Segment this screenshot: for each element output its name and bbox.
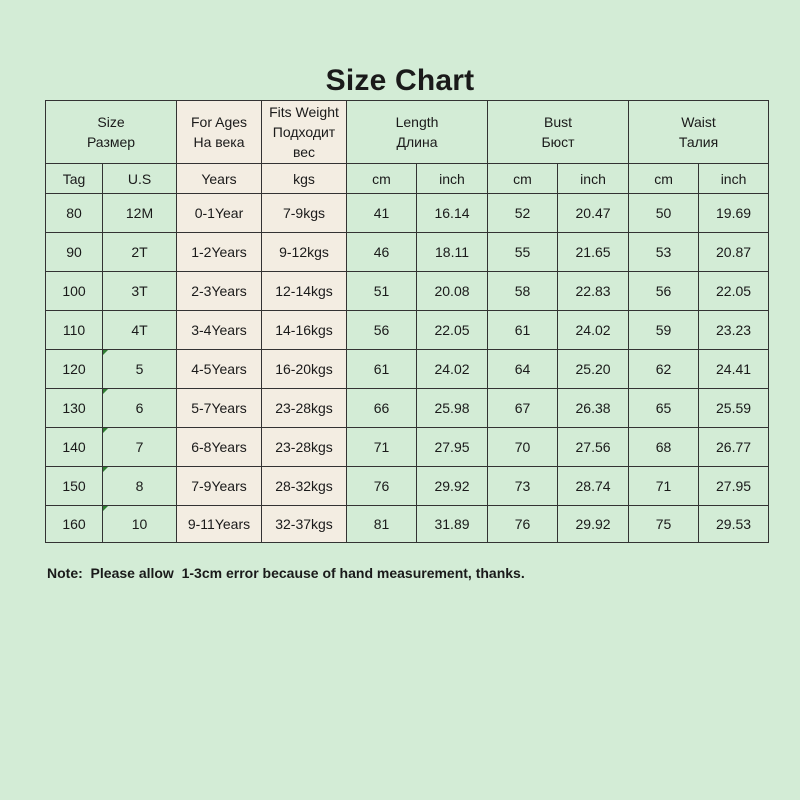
- cell-bust-cm: 70: [488, 428, 558, 467]
- cell-length-cm: 76: [347, 467, 417, 506]
- cell-us: 12M: [103, 194, 177, 233]
- table-row: [46, 350, 769, 389]
- cell-waist-inch: 20.87: [699, 233, 769, 272]
- header-length: [347, 101, 488, 164]
- header-size-en: Size: [97, 114, 125, 130]
- header-size-ru: Размер: [86, 134, 136, 150]
- header-bust-en: Bust: [544, 114, 573, 130]
- cell-bust-cm: 64: [488, 350, 558, 389]
- cell-years: 5-7Years: [177, 389, 262, 428]
- cell-bust-cm: 76: [488, 506, 558, 543]
- cell-us: 4T: [103, 311, 177, 350]
- size-chart-table: [45, 100, 769, 543]
- cell-bust-inch: 25.20: [558, 350, 629, 389]
- table-row: [46, 311, 769, 350]
- cell-kgs: 7-9kgs: [262, 194, 347, 233]
- cell-marker-icon: [103, 428, 108, 433]
- cell-years: 7-9Years: [177, 467, 262, 506]
- subheader-length-inch: inch: [417, 164, 488, 194]
- table-row: [46, 467, 769, 506]
- cell-bust-inch: 22.83: [558, 272, 629, 311]
- cell-waist-cm: 68: [629, 428, 699, 467]
- cell-length-inch: 24.02: [417, 350, 488, 389]
- cell-years: 6-8Years: [177, 428, 262, 467]
- cell-kgs: 16-20kgs: [262, 350, 347, 389]
- cell-waist-inch: 23.23: [699, 311, 769, 350]
- cell-waist-inch: 19.69: [699, 194, 769, 233]
- cell-waist-inch: 29.53: [699, 506, 769, 543]
- subheader-years: Years: [177, 164, 262, 194]
- cell-length-inch: 18.11: [417, 233, 488, 272]
- cell-length-cm: 56: [347, 311, 417, 350]
- cell-tag: 110: [46, 311, 103, 350]
- cell-length-cm: 66: [347, 389, 417, 428]
- cell-length-inch: 25.98: [417, 389, 488, 428]
- cell-length-cm: 46: [347, 233, 417, 272]
- cell-bust-inch: 29.92: [558, 506, 629, 543]
- cell-waist-cm: 71: [629, 467, 699, 506]
- cell-tag: 130: [46, 389, 103, 428]
- cell-kgs: 12-14kgs: [262, 272, 347, 311]
- cell-bust-cm: 58: [488, 272, 558, 311]
- cell-marker-icon: [103, 350, 108, 355]
- header-row: [46, 101, 769, 164]
- cell-kgs: 28-32kgs: [262, 467, 347, 506]
- cell-tag: 120: [46, 350, 103, 389]
- cell-length-cm: 71: [347, 428, 417, 467]
- table-row: [46, 233, 769, 272]
- header-size: [46, 101, 177, 164]
- subheader-kgs: kgs: [262, 164, 347, 194]
- header-weight: [262, 101, 347, 164]
- chart-title: Size Chart: [325, 64, 475, 97]
- cell-tag: 100: [46, 272, 103, 311]
- cell-us: 2T: [103, 233, 177, 272]
- cell-bust-inch: 28.74: [558, 467, 629, 506]
- cell-bust-cm: 61: [488, 311, 558, 350]
- cell-us: 7: [103, 428, 177, 467]
- header-weight-en: Fits Weight: [269, 104, 339, 120]
- cell-marker-icon: [103, 389, 108, 394]
- cell-bust-inch: 24.02: [558, 311, 629, 350]
- header-waist-en: Waist: [681, 114, 716, 130]
- cell-waist-cm: 53: [629, 233, 699, 272]
- cell-waist-inch: 22.05: [699, 272, 769, 311]
- cell-waist-cm: 59: [629, 311, 699, 350]
- subheader-waist-cm: cm: [629, 164, 699, 194]
- cell-years: 9-11Years: [177, 506, 262, 543]
- header-waist: [629, 101, 769, 164]
- header-length-en: Length: [395, 114, 439, 130]
- table-row: [46, 506, 769, 543]
- cell-length-inch: 31.89: [417, 506, 488, 543]
- subheader-row: [46, 164, 769, 194]
- subheader-length-cm: cm: [347, 164, 417, 194]
- cell-length-inch: 29.92: [417, 467, 488, 506]
- cell-waist-cm: 65: [629, 389, 699, 428]
- cell-length-cm: 51: [347, 272, 417, 311]
- cell-length-cm: 81: [347, 506, 417, 543]
- cell-us: 5: [103, 350, 177, 389]
- cell-tag: 80: [46, 194, 103, 233]
- cell-years: 0-1Year: [177, 194, 262, 233]
- cell-bust-cm: 67: [488, 389, 558, 428]
- cell-bust-cm: 52: [488, 194, 558, 233]
- cell-waist-inch: 25.59: [699, 389, 769, 428]
- cell-length-inch: 20.08: [417, 272, 488, 311]
- cell-kgs: 23-28kgs: [262, 389, 347, 428]
- cell-kgs: 9-12kgs: [262, 233, 347, 272]
- cell-length-inch: 22.05: [417, 311, 488, 350]
- cell-marker-icon: [103, 506, 108, 511]
- header-weight-ru-2: вес: [292, 144, 316, 160]
- cell-kgs: 14-16kgs: [262, 311, 347, 350]
- subheader-bust-inch: inch: [558, 164, 629, 194]
- cell-length-inch: 16.14: [417, 194, 488, 233]
- cell-bust-inch: 21.65: [558, 233, 629, 272]
- header-ages-en: For Ages: [190, 114, 248, 130]
- cell-tag: 160: [46, 506, 103, 543]
- table-row: [46, 194, 769, 233]
- header-bust: [488, 101, 629, 164]
- cell-bust-cm: 55: [488, 233, 558, 272]
- header-weight-ru-1: Подходит: [272, 124, 336, 140]
- cell-waist-inch: 26.77: [699, 428, 769, 467]
- cell-us: 3T: [103, 272, 177, 311]
- cell-kgs: 32-37kgs: [262, 506, 347, 543]
- cell-marker-icon: [103, 467, 108, 472]
- cell-us: 10: [103, 506, 177, 543]
- cell-waist-cm: 62: [629, 350, 699, 389]
- cell-years: 2-3Years: [177, 272, 262, 311]
- cell-bust-inch: 26.38: [558, 389, 629, 428]
- cell-us: 8: [103, 467, 177, 506]
- header-bust-ru: Бюст: [541, 134, 575, 150]
- header-ages-ru: На века: [193, 134, 245, 150]
- cell-bust-inch: 27.56: [558, 428, 629, 467]
- cell-years: 1-2Years: [177, 233, 262, 272]
- subheader-waist-inch: inch: [699, 164, 769, 194]
- cell-tag: 90: [46, 233, 103, 272]
- cell-waist-inch: 27.95: [699, 467, 769, 506]
- cell-tag: 140: [46, 428, 103, 467]
- cell-bust-inch: 20.47: [558, 194, 629, 233]
- cell-waist-cm: 50: [629, 194, 699, 233]
- cell-us: 6: [103, 389, 177, 428]
- table-row: [46, 428, 769, 467]
- cell-kgs: 23-28kgs: [262, 428, 347, 467]
- table-row: [46, 272, 769, 311]
- cell-years: 3-4Years: [177, 311, 262, 350]
- cell-length-inch: 27.95: [417, 428, 488, 467]
- header-waist-ru: Талия: [678, 134, 719, 150]
- cell-waist-cm: 56: [629, 272, 699, 311]
- subheader-bust-cm: cm: [488, 164, 558, 194]
- subheader-tag: Tag: [46, 164, 103, 194]
- cell-tag: 150: [46, 467, 103, 506]
- cell-length-cm: 41: [347, 194, 417, 233]
- subheader-us: U.S: [103, 164, 177, 194]
- header-ages: [177, 101, 262, 164]
- cell-waist-inch: 24.41: [699, 350, 769, 389]
- table-row: [46, 389, 769, 428]
- cell-waist-cm: 75: [629, 506, 699, 543]
- cell-bust-cm: 73: [488, 467, 558, 506]
- cell-length-cm: 61: [347, 350, 417, 389]
- measurement-note: Note: Please allow 1-3cm error because of hand measurement, thanks.: [47, 565, 525, 581]
- header-length-ru: Длина: [396, 134, 438, 150]
- cell-years: 4-5Years: [177, 350, 262, 389]
